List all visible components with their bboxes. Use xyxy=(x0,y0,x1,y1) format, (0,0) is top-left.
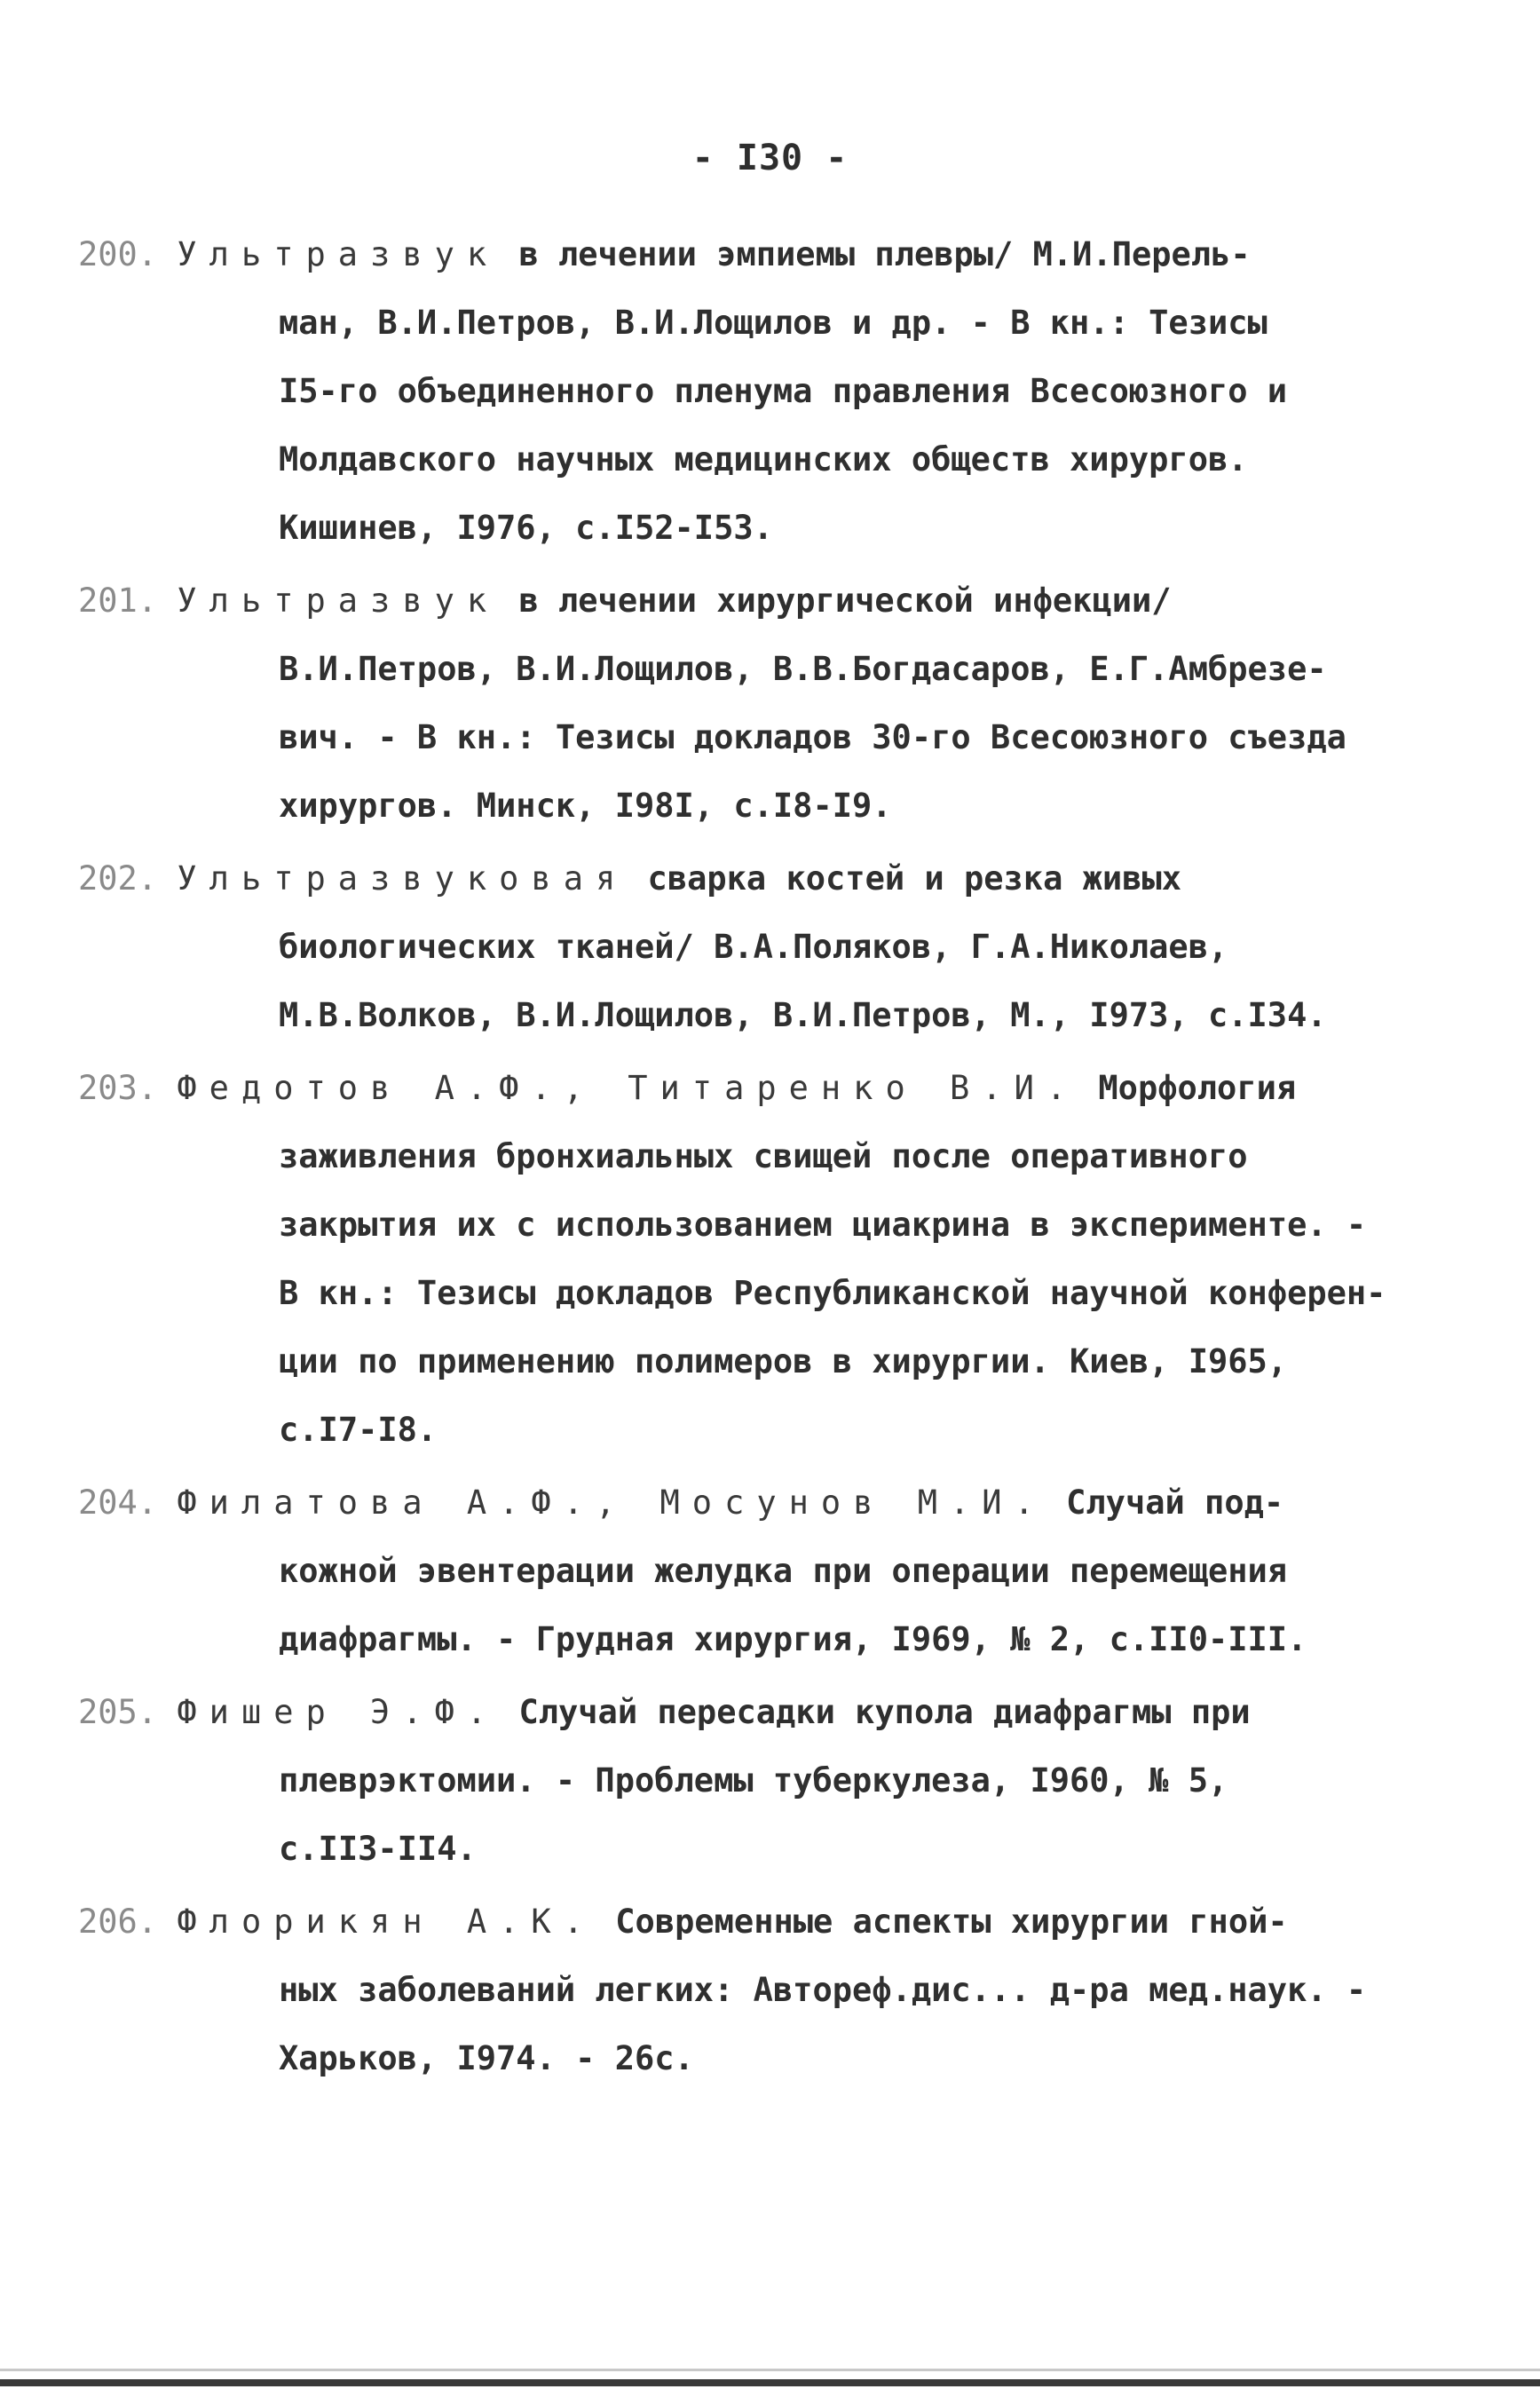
bibliography-entry xyxy=(78,1468,1463,1673)
entry-text-line: I5-го объединенного пленума правления Всесоюзного и xyxy=(279,372,1288,410)
bibliography-entry xyxy=(78,1678,1463,1883)
entry-number: 202. xyxy=(78,859,158,898)
bibliography-entry xyxy=(78,1054,1463,1464)
entry-text-line: в лечении хирургической инфекции/ xyxy=(518,581,1172,620)
entry-first-line xyxy=(78,1678,1463,1746)
entry-first-line xyxy=(78,1054,1463,1122)
entry-first-line xyxy=(78,220,1463,289)
entry-text-line: ных заболеваний легких: Автореф.дис... д-ра мед.наук. - xyxy=(279,1971,1367,2009)
entry-text-line: хирургов. Минск, I98I, с.I8-I9. xyxy=(279,787,892,825)
entry-text-line: кожной эвентерации желудка при операции перемещения xyxy=(279,1552,1288,1590)
page-number: - I30 - xyxy=(691,138,849,178)
entry-text-line: М.В.Волков, В.И.Лощилов, В.И.Петров, М., I973, с.I34. xyxy=(279,996,1327,1034)
entry-text-line: Современные аспекты хирургии гной- xyxy=(615,1903,1288,1941)
entry-first-line xyxy=(78,1887,1463,1956)
entry-text-line: закрытия их с использованием циакрина в эксперименте. - xyxy=(279,1206,1367,1244)
entry-text-line: биологических тканей/ В.А.Поляков, Г.А.Николаев, xyxy=(279,928,1228,966)
bibliography-entry xyxy=(78,220,1463,562)
entry-author: Ультразвук xyxy=(177,581,500,620)
entry-text-line: диафрагмы. - Грудная хирургия, I969, № 2, с.II0-III. xyxy=(279,1620,1307,1658)
entry-author: Фишер Э.Ф. xyxy=(177,1693,500,1731)
entry-author: Филатова А.Ф., Мосунов М.И. xyxy=(177,1483,1046,1522)
entry-text-line: В кн.: Тезисы докладов Республиканской научной конферен- xyxy=(279,1274,1386,1312)
bibliography-entry xyxy=(78,566,1463,840)
bibliography-entry xyxy=(78,844,1463,1049)
entry-text-line: заживления бронхиальных свищей после оперативного xyxy=(279,1137,1248,1175)
entry-text-line: Молдавского научных медицинских обществ хирургов. xyxy=(279,440,1248,479)
entry-number: 204. xyxy=(78,1483,158,1522)
entry-author: Флорикян А.К. xyxy=(177,1903,596,1941)
entry-number: 200. xyxy=(78,235,158,273)
entry-text-line: Морфология xyxy=(1098,1069,1297,1107)
entry-text-line: с.I7-I8. xyxy=(279,1411,438,1449)
entry-text-line: В.И.Петров, В.И.Лощилов, В.В.Богдасаров, Е.Г.Амбрезе- xyxy=(279,650,1327,688)
entry-author: Федотов А.Ф., Титаренко В.И. xyxy=(177,1069,1079,1107)
bibliography-list xyxy=(78,220,1463,2097)
entry-first-line xyxy=(78,844,1463,913)
scan-bottom-edge xyxy=(0,2379,1540,2386)
entry-text-line: Случай пересадки купола диафрагмы при xyxy=(518,1693,1251,1731)
entry-number: 206. xyxy=(78,1903,158,1941)
entry-text-line: Кишинев, I976, с.I52-I53. xyxy=(279,509,773,547)
bibliography-entry xyxy=(78,1887,1463,2092)
entry-text-line: в лечении эмпиемы плевры/ М.И.Перель- xyxy=(518,235,1251,273)
entry-author: Ультразвук xyxy=(177,235,500,273)
entry-text-line: ции по применению полимеров в хирургии. Киев, I965, xyxy=(279,1342,1288,1380)
entry-text-line: сварка костей и резка живых xyxy=(647,859,1181,898)
entry-text-line: Харьков, I974. - 26с. xyxy=(279,2039,694,2077)
entry-text-line: плеврэктомии. - Проблемы туберкулеза, I960, № 5, xyxy=(279,1761,1228,1800)
entry-number: 203. xyxy=(78,1069,158,1107)
entry-author: Ультразвуковая xyxy=(177,859,628,898)
entry-text-line: ман, В.И.Петров, В.И.Лощилов и др. - В кн.: Тезисы xyxy=(279,304,1268,342)
entry-text-line: вич. - В кн.: Тезисы докладов 30-го Всесоюзного съезда xyxy=(279,718,1347,756)
entry-number: 205. xyxy=(78,1693,158,1731)
entry-text-line: с.II3-II4. xyxy=(279,1830,477,1868)
entry-first-line xyxy=(78,1468,1463,1537)
entry-number: 201. xyxy=(78,581,158,620)
entry-first-line xyxy=(78,566,1463,635)
entry-text-line: Случай под- xyxy=(1066,1483,1284,1522)
scan-edge-line xyxy=(0,2369,1540,2371)
